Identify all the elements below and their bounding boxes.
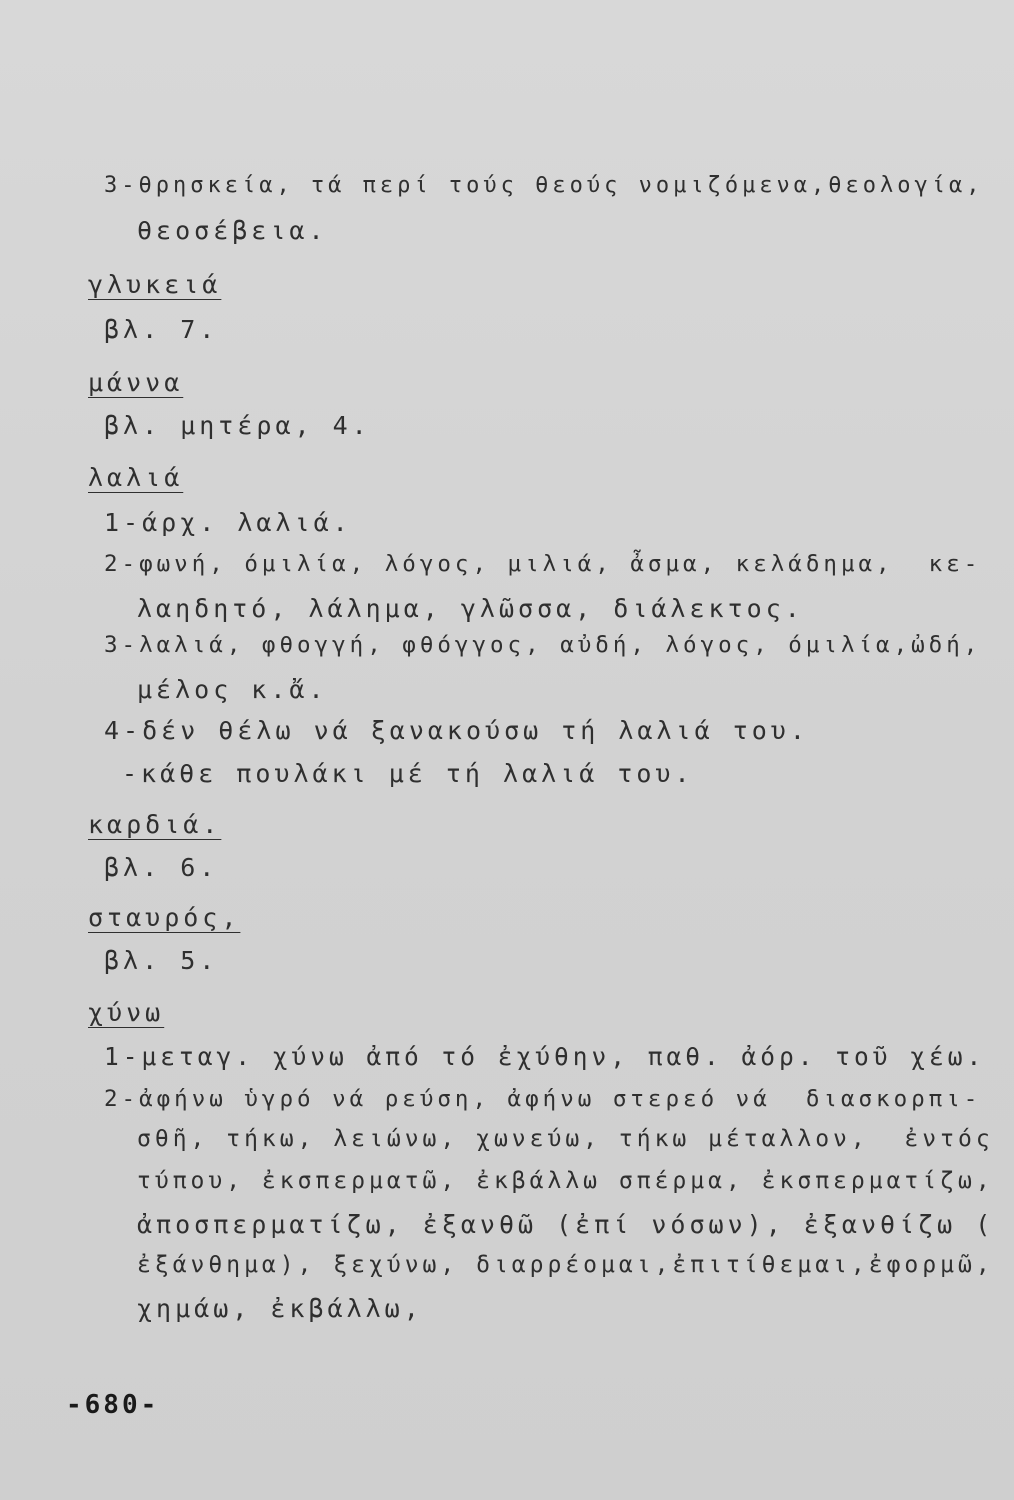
text-line: ἐξάνθημα), ξεχύνω, διαρρέομαι,ἐπιτίθεμαι,ἐφορμῶ,	[137, 1252, 994, 1278]
text-line: ἀποσπερματίζω, ἐξανθῶ (ἐπί νόσων), ἐξανθίζω (	[137, 1210, 995, 1239]
text-line: 3-λαλιά, φθογγή, φθόγγος, αὐδή, λόγος, όμιλία,ὠδή,	[104, 632, 982, 658]
text-line: θεοσέβεια.	[137, 216, 328, 245]
text-line: βλ. 6.	[104, 853, 219, 882]
text-line: 3-θρησκεία, τά περί τούς θεούς νομιζόμενα,θεολογία,	[104, 173, 984, 198]
text-line: μέλος κ.ἄ.	[137, 675, 328, 704]
text-line: 1-μεταγ. χύνω ἀπό τό ἐχύθην, παθ. ἀόρ. τοῦ χέω.	[104, 1042, 986, 1071]
entry-heading: λαλιά	[88, 463, 184, 492]
page-number: -680-	[66, 1390, 160, 1420]
text-line: 1-άρχ. λαλιά.	[104, 508, 352, 537]
text-line: 2-φωνή, όμιλία, λόγος, μιλιά, ἆσμα, κελάδημα, κε-	[104, 551, 982, 577]
text-line: λαηδητό, λάλημα, γλῶσσα, διάλεκτος.	[137, 594, 804, 623]
entry-heading: χύνω	[88, 998, 165, 1027]
text-line: βλ. 7.	[104, 315, 219, 344]
entry-heading: μάννα	[88, 368, 184, 397]
entry-heading: σταυρός,	[88, 903, 241, 932]
text-line: σθῆ, τήκω, λειώνω, χωνεύω, τήκω μέταλλον, ἐντός	[137, 1126, 994, 1152]
text-line: -κάθε πουλάκι μέ τή λαλιά του.	[122, 759, 694, 788]
text-line: βλ. μητέρα, 4.	[104, 411, 371, 440]
text-line: 4-δέν θέλω νά ξανακούσω τή λαλιά του.	[104, 716, 809, 745]
entry-heading: καρδιά.	[88, 810, 222, 839]
text-line: 2-ἀφήνω ὑγρό νά ρεύση, ἀφήνω στερεό νά διασκορπι-	[104, 1086, 982, 1112]
text-line: βλ. 5.	[104, 946, 219, 975]
text-line: τύπου, ἐκσπερματῶ, ἐκβάλλω σπέρμα, ἐκσπερματίζω,	[137, 1168, 994, 1194]
entry-heading: γλυκειά	[88, 270, 222, 299]
text-line: χημάω, ἐκβάλλω,	[137, 1294, 423, 1323]
